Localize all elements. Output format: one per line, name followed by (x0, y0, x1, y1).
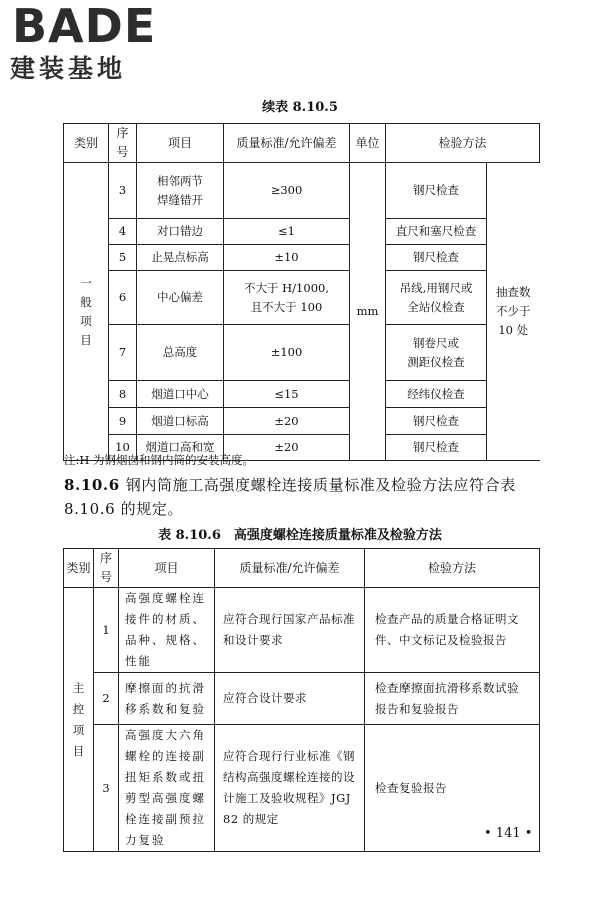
row-method: 检查产品的质量合格证明文件、中文标记及检验报告 (365, 588, 540, 673)
row-no: 4 (109, 219, 137, 245)
row-no: 7 (109, 325, 137, 381)
row-standard: ±20 (224, 408, 350, 435)
row-item: 高强度螺栓连接件的材质、品种、规格、性能 (119, 588, 215, 673)
table-row (64, 408, 540, 435)
table-row (64, 673, 540, 725)
row-method: 经纬仪检查 (386, 381, 487, 408)
row-no: 8 (109, 381, 137, 408)
row-item: 总高度 (137, 325, 224, 381)
row-standard: ±20 (224, 435, 350, 461)
header-method: 检验方法 (365, 549, 540, 588)
header-item: 项目 (119, 549, 215, 588)
row-method: 吊线,用钢尺或 全站仪检查 (386, 271, 487, 325)
table-row (64, 381, 540, 408)
row-no: 2 (94, 673, 119, 725)
row-standard: ≤15 (224, 381, 350, 408)
header-unit: 单位 (350, 124, 386, 163)
row-item: 止晃点标高 (137, 245, 224, 271)
row-no: 9 (109, 408, 137, 435)
clause-paragraph (64, 473, 544, 521)
brand-logo: BADE (12, 0, 157, 53)
table2 (63, 548, 540, 852)
header-standard: 质量标准/允许偏差 (224, 124, 350, 163)
row-standard: ±100 (224, 325, 350, 381)
header-standard: 质量标准/允许偏差 (215, 549, 365, 588)
table-row (64, 725, 540, 852)
table2-header-row (64, 549, 540, 588)
row-method: 检查复验报告 (365, 725, 540, 852)
clause-number: 8.10.6 (64, 476, 120, 494)
row-standard: ≥300 (224, 163, 350, 219)
row-method: 钢尺检查 (386, 245, 487, 271)
table-row (64, 325, 540, 381)
category-cell: 一 般 项 目 (64, 163, 109, 461)
header-item: 项目 (137, 124, 224, 163)
row-no: 3 (94, 725, 119, 852)
table-row (64, 219, 540, 245)
row-method: 钢卷尺或 测距仪检查 (386, 325, 487, 381)
brand-subtitle: 建装基地 (10, 54, 127, 83)
table1-note: 注:H 为钢烟囱和钢内筒的安装高度。 (64, 453, 255, 467)
row-item: 高强度大六角螺栓的连接副扭矩系数或扭剪型高强度螺栓连接副预拉力复验 (119, 725, 215, 852)
header-category: 类别 (64, 124, 109, 163)
row-standard: 应符合现行国家产品标准和设计要求 (215, 588, 365, 673)
row-item: 烟道口标高 (137, 408, 224, 435)
row-method: 检查摩擦面抗滑移系数试验报告和复验报告 (365, 673, 540, 725)
row-no: 1 (94, 588, 119, 673)
page-number: • 141 • (484, 826, 533, 841)
table-row (64, 163, 540, 219)
table-row (64, 271, 540, 325)
row-no: 5 (109, 245, 137, 271)
table-row (64, 245, 540, 271)
row-standard: ±10 (224, 245, 350, 271)
table1-caption: 续表 8.10.5 (262, 100, 338, 115)
row-method: 钢尺检查 (386, 163, 487, 219)
table1 (63, 123, 540, 461)
table-row (64, 588, 540, 673)
row-method: 直尺和塞尺检查 (386, 219, 487, 245)
row-item: 对口错边 (137, 219, 224, 245)
row-no: 3 (109, 163, 137, 219)
row-item: 相邻两节 焊缝错开 (137, 163, 224, 219)
row-standard: 不大于 H/1000, 且不大于 100 (224, 271, 350, 325)
row-item: 摩擦面的抗滑移系数和复验 (119, 673, 215, 725)
row-standard: ≤1 (224, 219, 350, 245)
header-category: 类别 (64, 549, 94, 588)
row-method: 钢尺检查 (386, 435, 487, 461)
row-no: 6 (109, 271, 137, 325)
row-no: 10 (109, 435, 137, 461)
unit-cell: mm (350, 163, 386, 461)
table1-header-row (64, 124, 540, 163)
header-no: 序号 (94, 549, 119, 588)
row-method: 钢尺检查 (386, 408, 487, 435)
row-item: 烟道口高和宽 (137, 435, 224, 461)
sampling-cell: 抽查数 不少于 10 处 (487, 163, 540, 461)
category-cell: 主 控 项 目 (64, 588, 94, 852)
row-item: 中心偏差 (137, 271, 224, 325)
row-standard: 应符合现行行业标准《钢结构高强度螺栓连接的设计施工及验收规程》JGJ 82 的规定 (215, 725, 365, 852)
row-standard: 应符合设计要求 (215, 673, 365, 725)
header-method: 检验方法 (386, 124, 540, 163)
table2-caption: 表 8.10.6 高强度螺栓连接质量标准及检验方法 (158, 528, 442, 543)
clause-text: 钢内筒施工高强度螺栓连接质量标准及检验方法应符合表 8.10.6 的规定。 (64, 476, 516, 518)
row-item: 烟道口中心 (137, 381, 224, 408)
header-no: 序号 (109, 124, 137, 163)
